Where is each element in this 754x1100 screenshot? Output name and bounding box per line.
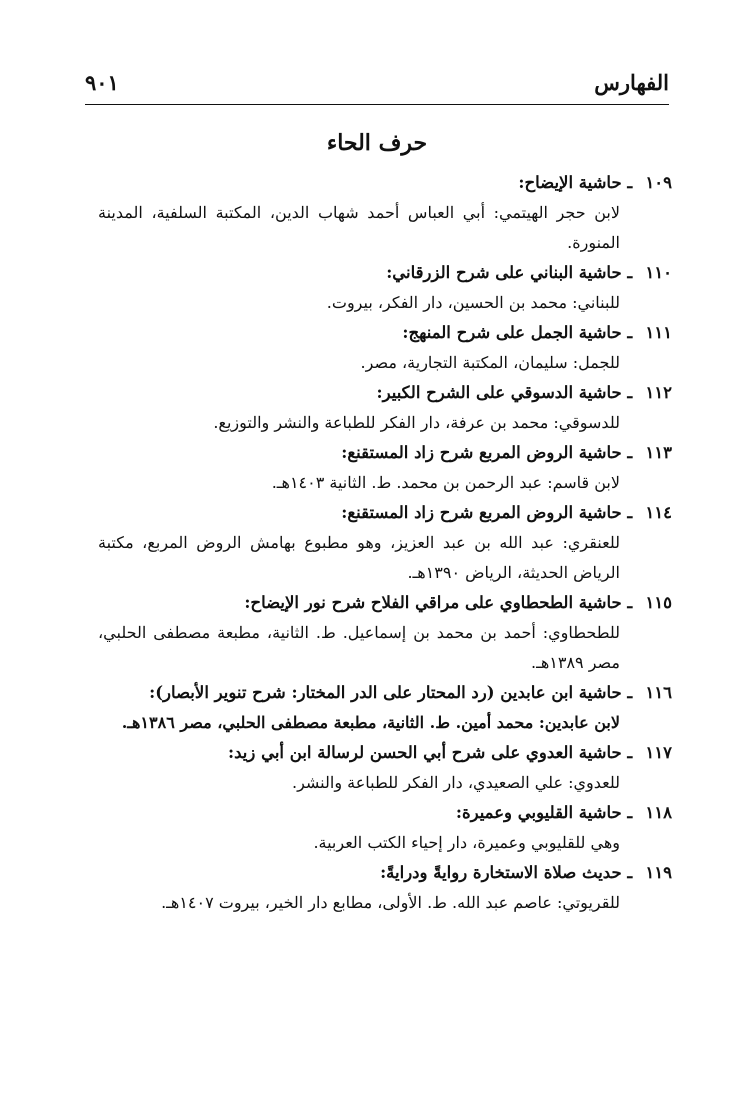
entry-title-line — [98, 498, 672, 528]
running-header — [85, 70, 669, 104]
entry-title: ـ حاشية الدسوقي على الشرح الكبير: — [376, 383, 633, 402]
entry-title: ـ حديث صلاة الاستخارة روايةً ودرايةً: — [380, 863, 633, 882]
page-number: ٩٠١ — [85, 70, 119, 95]
entry-description: للدسوقي: محمد بن عرفة، دار الفكر للطباعة والنشر والتوزيع. — [213, 413, 620, 432]
bibliography-entry — [98, 168, 672, 258]
entry-title: ـ حاشية القليوبي وعميرة: — [455, 803, 633, 822]
bibliography-entry — [98, 588, 672, 678]
entry-number: ١١٠ — [645, 263, 672, 282]
entry-title-line — [98, 738, 672, 768]
letter-heading: حرف الحاء — [326, 130, 428, 156]
entry-description: لابن قاسم: عبد الرحمن بن محمد. ط. الثانية ١٤٠٣هـ. — [271, 473, 620, 492]
entry-number: ١١١ — [645, 323, 672, 342]
entry-number: ١١٥ — [645, 593, 672, 612]
entry-description: لابن حجر الهيتمي: أبي العباس أحمد شهاب الدين، المكتبة السلفية، المدينة المنورة. — [98, 203, 620, 252]
entry-number: ١١٦ — [645, 683, 672, 702]
header-rule — [85, 104, 669, 105]
entry-title: ـ حاشية الجمل على شرح المنهج: — [402, 323, 633, 342]
entry-number: ١١٤ — [645, 503, 672, 522]
entry-title: ـ حاشية الطحطاوي على مراقي الفلاح شرح نور الإيضاح: — [244, 593, 633, 612]
entry-title-line — [98, 678, 672, 708]
entry-number: ١١٨ — [645, 803, 672, 822]
bibliography-entry — [98, 738, 672, 798]
bibliography-entry — [98, 378, 672, 438]
entry-description: للقريوتي: عاصم عبد الله. ط. الأولى، مطابع دار الخير، بيروت ١٤٠٧هـ. — [161, 893, 620, 912]
entry-title-line — [98, 438, 672, 468]
bibliography-entry — [98, 858, 672, 918]
entry-title: ـ حاشية البناني على شرح الزرقاني: — [386, 263, 633, 282]
entry-description: لابن عابدين: محمد أمين. ط. الثانية، مطبعة مصطفى الحلبي، مصر ١٣٨٦هـ. — [121, 713, 620, 732]
bibliography-entry — [98, 258, 672, 318]
entry-description: للبناني: محمد بن الحسين، دار الفكر، بيروت. — [326, 293, 620, 312]
entry-number: ١١٩ — [645, 863, 672, 882]
entry-title-line — [98, 378, 672, 408]
entry-title: ـ حاشية الإيضاح: — [518, 173, 633, 192]
bibliography-entry — [98, 498, 672, 588]
entry-description: وهي للقليوبي وعميرة، دار إحياء الكتب العربية. — [313, 833, 620, 852]
entry-number: ١١٣ — [645, 443, 672, 462]
entry-title: ـ حاشية الروض المربع شرح زاد المستقنع: — [341, 443, 633, 462]
entry-description: للعنقري: عبد الله بن عبد العزيز، وهو مطبوع بهامش الروض المربع، مكتبة الرياض الحديثة، الرياض ١٣٩٠هـ. — [98, 533, 620, 582]
entry-description: للطحطاوي: أحمد بن محمد بن إسماعيل. ط. الثانية، مطبعة مصطفى الحلبي، مصر ١٣٨٩هـ. — [98, 623, 620, 672]
entry-title-line — [98, 858, 672, 888]
bibliography-entry — [98, 318, 672, 378]
entry-title: ـ حاشية ابن عابدين (رد المحتار على الدر المختار: شرح تنوير الأبصار): — [149, 683, 633, 702]
bibliography-list — [98, 168, 672, 918]
entry-title-line — [98, 798, 672, 828]
entry-title-line — [98, 168, 672, 198]
bibliography-entry — [98, 438, 672, 498]
entry-description: للجمل: سليمان، المكتبة التجارية، مصر. — [360, 353, 620, 372]
bibliography-entry — [98, 678, 672, 738]
entry-title-line — [98, 318, 672, 348]
entry-title-line — [98, 588, 672, 618]
entry-title: ـ حاشية العدوي على شرح أبي الحسن لرسالة ابن أبي زيد: — [228, 743, 633, 762]
bibliography-entry — [98, 798, 672, 858]
entry-description: للعدوي: علي الصعيدي، دار الفكر للطباعة والنشر. — [291, 773, 620, 792]
entry-number: ١١٢ — [645, 383, 672, 402]
entry-title: ـ حاشية الروض المربع شرح زاد المستقنع: — [341, 503, 633, 522]
entry-number: ١١٧ — [645, 743, 672, 762]
section-name: الفهارس — [594, 70, 669, 95]
entry-number: ١٠٩ — [645, 173, 672, 192]
entry-title-line — [98, 258, 672, 288]
